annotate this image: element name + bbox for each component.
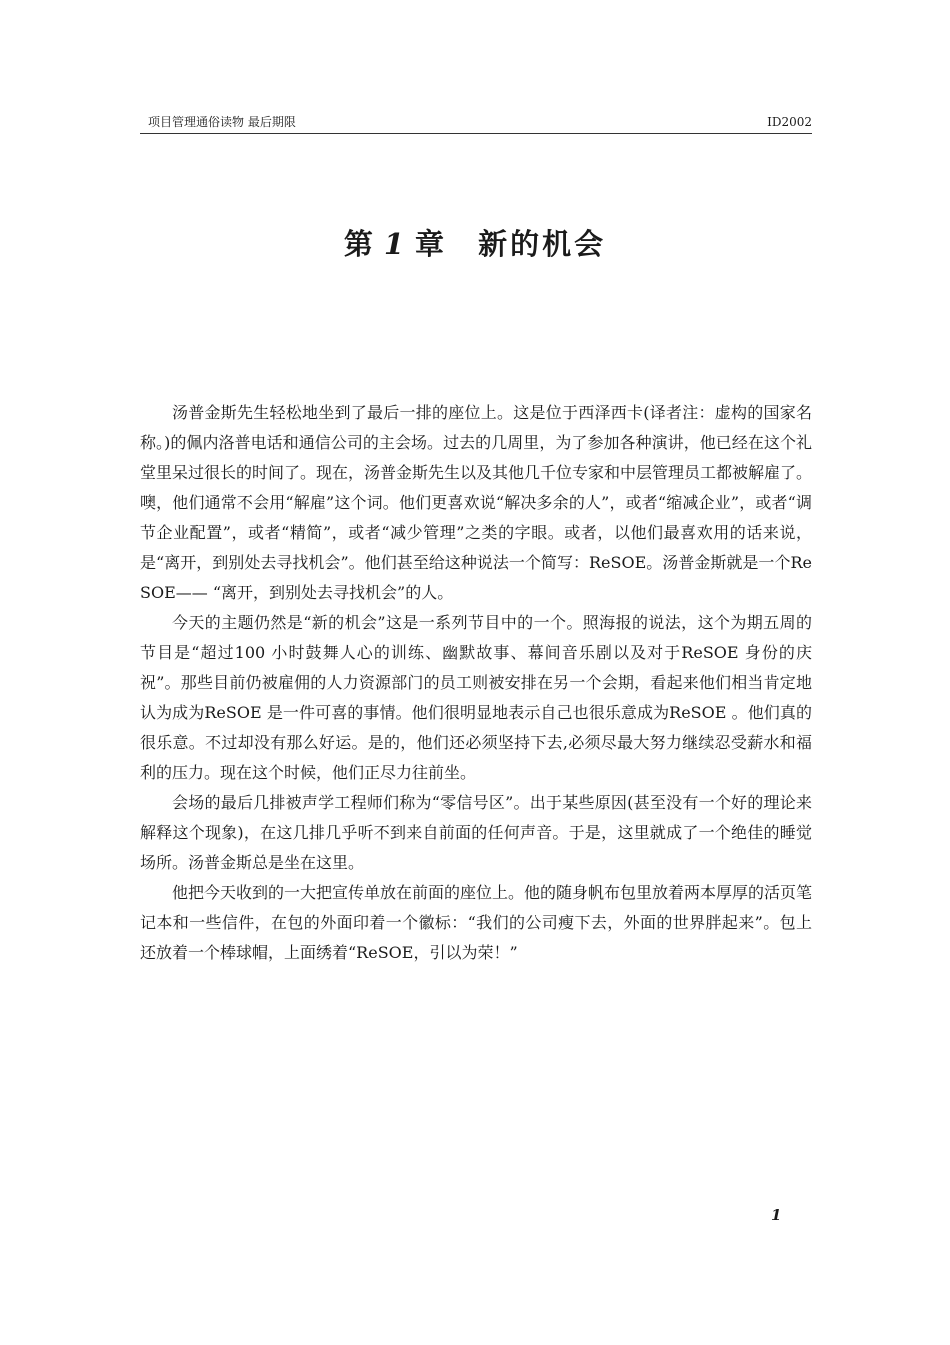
chapter-number: 1: [383, 227, 408, 261]
chapter-suffix: 章: [415, 227, 448, 261]
page-number: 1: [771, 1206, 782, 1224]
paragraph-4: 他把今天收到的一大把宣传单放在前面的座位上。他的随身帆布包里放着两本厚厚的活页笔记本和一些信件，在包的外面印着一个徽标：“我们的公司瘦下去，外面的世界胖起来”。包上还放着一个棒球帽，上面绣着“ReSOE，引以为荣！”: [140, 883, 813, 962]
chapter-name: 新的机会: [478, 227, 607, 261]
paragraph-3: 会场的最后几排被声学工程师们称为“零信号区”。出于某些原因(甚至没有一个好的理论来解释这个现象)，在这几排几乎听不到来自前面的任何声音。于是，这里就成了一个绝佳的睡觉场所。汤普金斯总是坐在这里。: [140, 793, 812, 872]
running-header: [140, 113, 812, 134]
header-book-title: 项目管理通俗读物 最后期限: [148, 115, 296, 129]
body-text: [140, 398, 812, 968]
header-id: ID2002: [767, 115, 812, 129]
paragraph-1: 汤普金斯先生轻松地坐到了最后一排的座位上。这是位于西泽西卡(译者注：虚构的国家名称。)的佩内洛普电话和通信公司的主会场。过去的几周里，为了参加各种演讲，他已经在这个礼堂里呆过很长的时间了。现在，汤普金斯先生以及其他几千位专家和中层管理员工都被解雇了。噢，他们通常不会用“解雇”这个词。他们更喜欢说“解决多余的人”，或者“缩减企业”，或者“调节企业配置”，或者“精简”，或者“减少管理”之类的字眼。或者，以他们最喜欢用的话来说，是“离开，到别处去寻找机会”。他们甚至给这种说法一个简写：ReSOE。汤普金斯就是一个ReSOE—— “离开，到别处去寻找机会”的人。: [140, 403, 813, 602]
paragraph-2: 今天的主题仍然是“新的机会”这是一系列节目中的一个。照海报的说法，这个为期五周的节目是“超过100 小时鼓舞人心的训练、幽默故事、幕间音乐剧以及对于ReSOE 身份的庆祝”。那些目前仍被雇佣的人力资源部门的员工则被安排在另一个会期，看起来他们相当肯定地认为成为ReSOE 是一件可喜的事情。他们很明显地表示自己也很乐意成为ReSOE 。他们真的很乐意。不过却没有那么好运。是的，他们还必须坚持下去,必须尽最大努力继续忍受薪水和福利的压力。现在这个时候，他们正尽力往前坐。: [140, 613, 812, 782]
chapter-prefix: 第: [343, 227, 376, 261]
chapter-title: [0, 222, 950, 266]
